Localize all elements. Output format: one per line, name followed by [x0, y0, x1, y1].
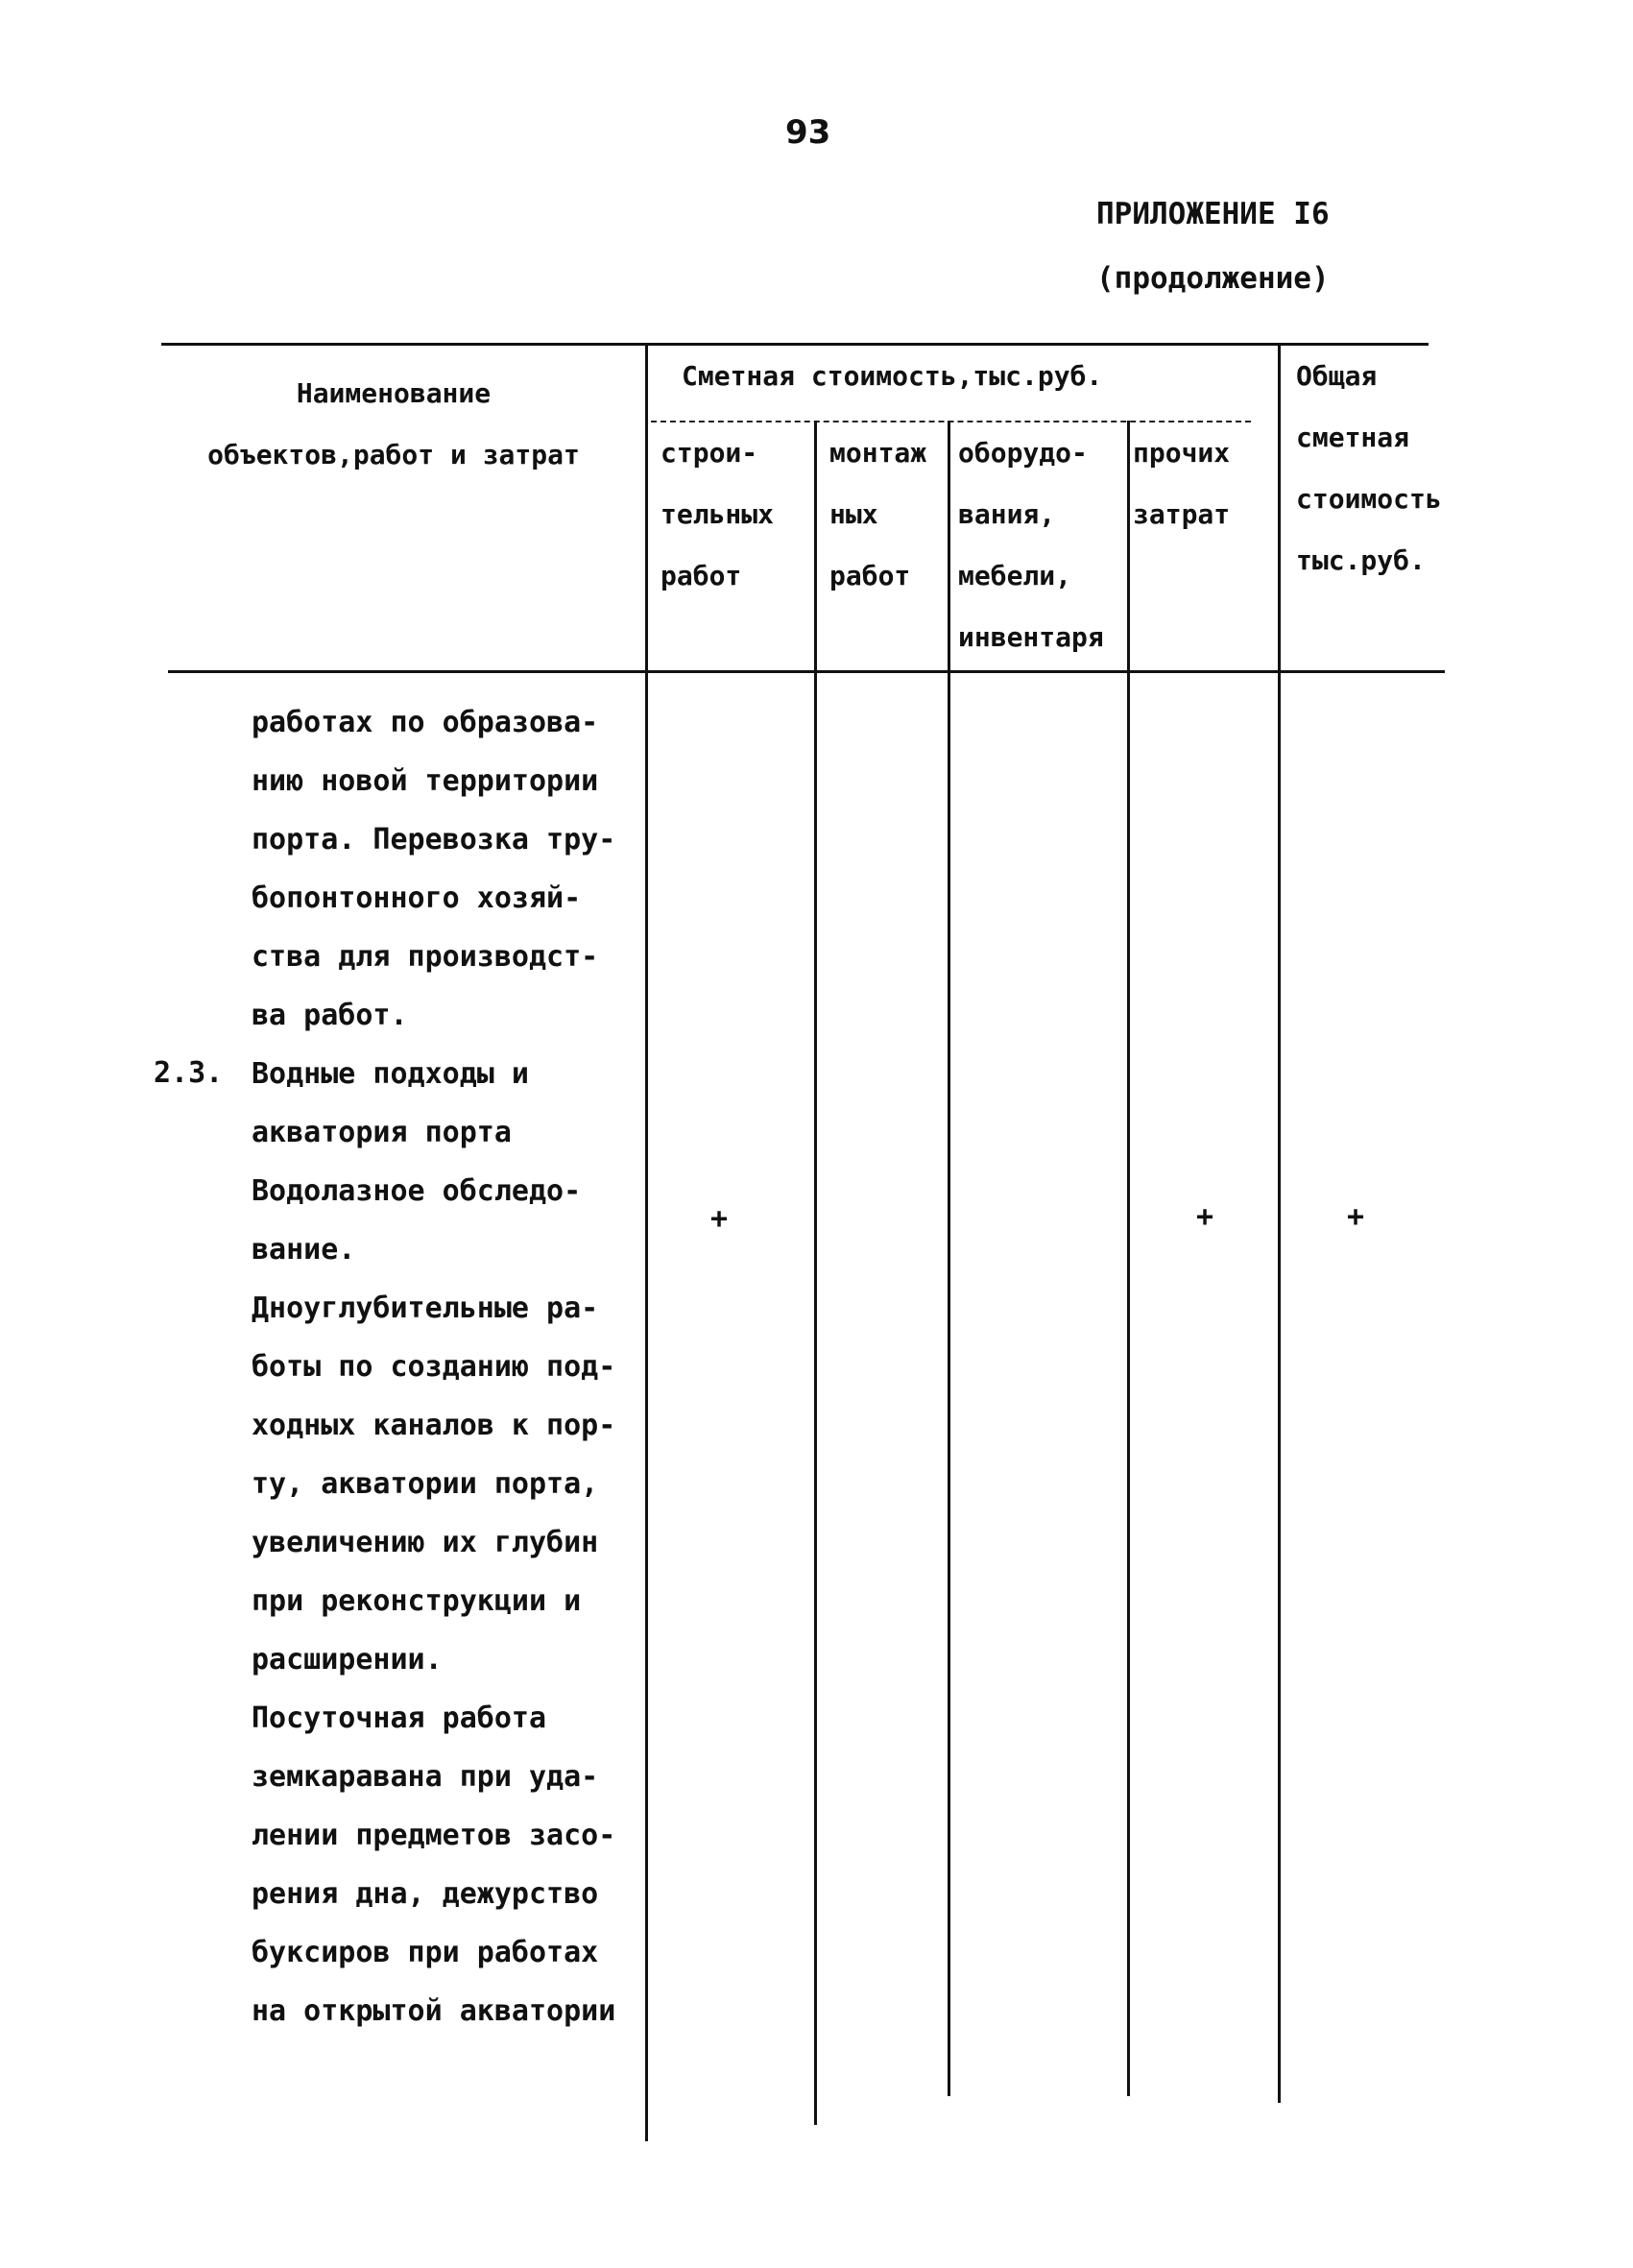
body-line: нию новой территории [252, 764, 599, 798]
body-line: рения дна, дежурство [252, 1877, 599, 1911]
col-divider-equip [1127, 421, 1130, 2096]
body-line: Водолазное обследо- [252, 1174, 582, 1208]
header-total-line-1: Общая [1296, 360, 1378, 392]
appendix-subtitle: (продолжение) [1096, 261, 1330, 296]
body-line: ства для производст- [252, 940, 599, 974]
body-line: работах по образова- [252, 706, 599, 739]
body-line: земкаравана при уда- [252, 1760, 599, 1794]
body-line: на открытой акватории [252, 1994, 616, 2028]
header-other-line-2: затрат [1133, 498, 1231, 530]
header-mount-line-3: работ [829, 560, 911, 591]
col-divider-name [645, 343, 648, 2141]
header-name-line-1: Наименование [296, 377, 492, 409]
header-equip-line-2: вания, [958, 498, 1056, 530]
body-line: при реконструкции и [252, 1584, 582, 1618]
header-total-cost [1296, 346, 1442, 591]
body-line: Посуточная работа [252, 1701, 547, 1735]
body-line: ва работ. [252, 999, 408, 1032]
body-line: Дноуглубительные ра- [252, 1291, 599, 1325]
body-line: акватория порта [252, 1116, 512, 1149]
appendix-title: ПРИЛОЖЕНИЕ I6 [1096, 197, 1330, 231]
table-top-rule [161, 343, 1429, 346]
header-equipment [958, 422, 1104, 668]
header-mount-line-1: монтаж [829, 437, 927, 469]
header-equip-line-1: оборудо- [958, 437, 1088, 469]
col-divider-other [1278, 343, 1281, 2103]
body-line: Водные подходы и [252, 1057, 529, 1091]
header-total-line-2: сметная [1296, 422, 1410, 453]
header-build-line-3: работ [660, 560, 742, 591]
body-line: боты по созданию под- [252, 1350, 616, 1384]
body-line: ту, акватории порта, [252, 1467, 599, 1501]
body-line: расширении. [252, 1643, 443, 1677]
body-line: лении предметов засо- [252, 1819, 616, 1852]
mark-build-works: + [710, 1202, 729, 1236]
header-estimated-cost: Сметная стоимость,тыс.руб. [682, 360, 1103, 392]
header-mount-works [829, 422, 926, 607]
col-divider-mount [948, 421, 950, 2096]
header-total-line-4: тыс.руб. [1296, 544, 1426, 576]
header-build-line-2: тельных [660, 498, 775, 530]
mark-other-costs: + [1196, 1200, 1214, 1234]
body-line: ходных каналов к пор- [252, 1409, 616, 1442]
header-equip-line-4: инвентаря [958, 621, 1104, 653]
body-line: порта. Перевозка тру- [252, 823, 616, 857]
header-other-costs [1133, 422, 1230, 545]
mark-total-cost: + [1347, 1200, 1365, 1234]
header-name-line-2: объектов,работ и затрат [207, 439, 580, 470]
header-name [154, 363, 634, 486]
col-divider-build [814, 421, 817, 2125]
body-line: вание. [252, 1233, 356, 1267]
body-line: увеличению их глубин [252, 1526, 599, 1559]
header-bottom-rule [168, 670, 1445, 673]
header-equip-line-3: мебели, [958, 560, 1072, 591]
item-number: 2.3. [154, 1056, 224, 1090]
body-line: бопонтонного хозяй- [252, 881, 582, 915]
page-number: 93 [785, 113, 831, 152]
header-other-line-1: прочих [1133, 437, 1231, 469]
header-build-line-1: строи- [660, 437, 758, 469]
header-build-works [660, 422, 774, 607]
header-total-line-3: стоимость [1296, 483, 1442, 515]
body-line: буксиров при работах [252, 1936, 599, 1969]
header-mount-line-2: ных [829, 498, 878, 530]
